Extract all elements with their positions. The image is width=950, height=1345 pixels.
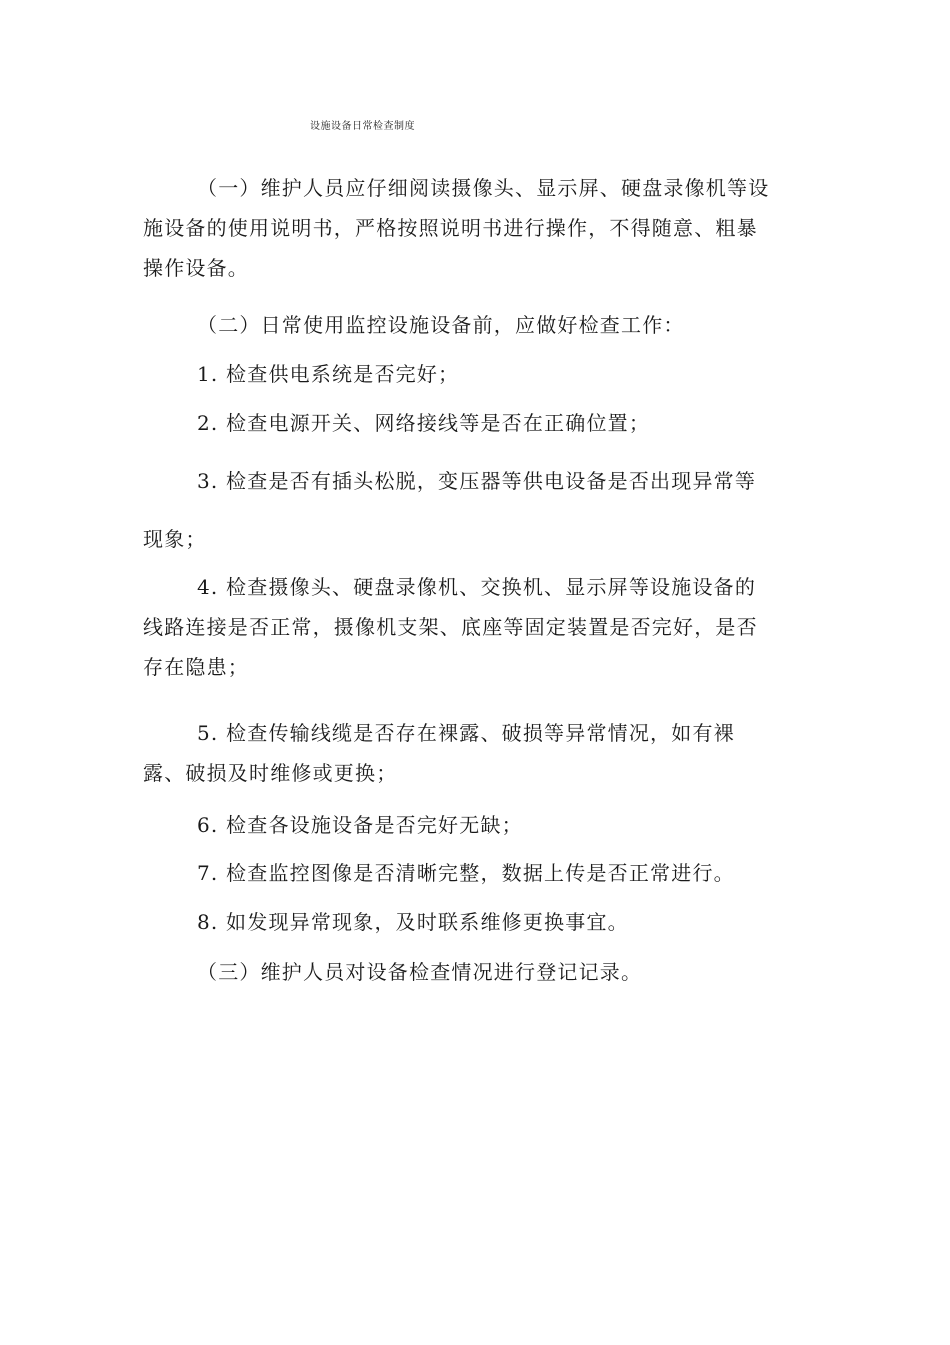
paragraph-section-3: （三）维护人员对设备检查情况进行登记记录。 — [197, 960, 643, 984]
checklist-item-3: 3. 检查是否有插头松脱，变压器等供电设备是否出现异常等现象； — [143, 469, 757, 551]
document-title: 设施设备日常检查制度 — [310, 121, 415, 132]
checklist-item-2: 2. 检查电源开关、网络接线等是否在正确位置； — [197, 411, 651, 435]
checklist-item-6: 6. 检查各设施设备是否完好无缺； — [197, 813, 523, 837]
paragraph-section-2: （二）日常使用监控设施设备前，应做好检查工作： — [197, 313, 685, 337]
checklist-item-7: 7. 检查监控图像是否清晰完整，数据上传是否正常进行。 — [197, 861, 735, 885]
paragraph-section-1: （一）维护人员应仔细阅读摄像头、显示屏、硬盘录像机等设施设备的使用说明书，严格按照说明书进行操作，不得随意、粗暴操作设备。 — [143, 176, 770, 280]
checklist-item-4: 4. 检查摄像头、硬盘录像机、交换机、显示屏等设施设备的线路连接是否正常，摄像机支架、底座等固定装置是否完好，是否存在隐患； — [143, 575, 758, 679]
checklist-item-1: 1. 检查供电系统是否完好； — [197, 362, 460, 386]
checklist-item-5: 5. 检查传输线缆是否存在裸露、破损等异常情况，如有裸露、破损及时维修或更换； — [143, 721, 735, 785]
checklist-item-8: 8. 如发现异常现象，及时联系维修更换事宜。 — [197, 910, 629, 934]
